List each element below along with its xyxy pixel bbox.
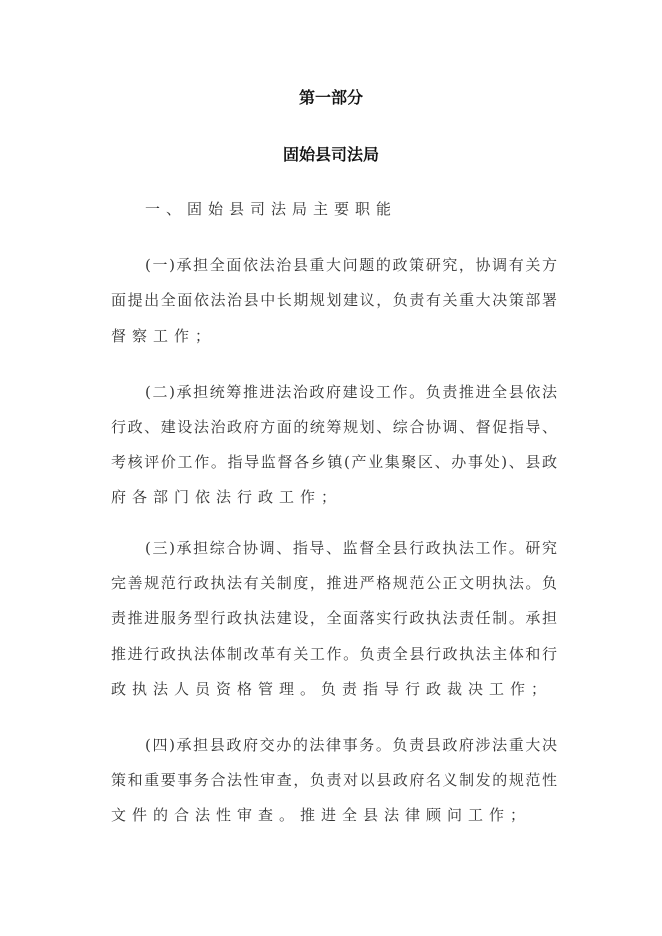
paragraph-line: 面提出全面依法治县中长期规划建议，负责有关重大决策部署 (111, 291, 557, 309)
paragraph-line: 完善规范行政执法有关制度，推进严格规范公正文明执法。负 (111, 574, 557, 592)
paragraph-line: 责推进服务型行政执法建设，全面落实行政执法责任制。承担 (111, 609, 557, 627)
paragraph-line: (四)承担县政府交办的法律事务。负责县政府涉法重大决 (145, 736, 557, 754)
part-title: 第一部分 (298, 88, 363, 107)
section-heading: 一、固始县司法局主要职能 (145, 200, 398, 218)
paragraph-line: 考核评价工作。指导监督各乡镇(产业集聚区、办事处)、县政 (111, 453, 557, 471)
paragraph-line: (三)承担综合协调、指导、监督全县行政执法工作。研究 (145, 539, 557, 557)
paragraph-line: (一)承担全面依法治县重大问题的政策研究，协调有关方 (145, 256, 557, 274)
paragraph-line: (二)承担统筹推进法治政府建设工作。负责推进全县依法 (145, 383, 557, 401)
paragraph-line: 策和重要事务合法性审查，负责对以县政府名义制发的规范性 (111, 771, 557, 789)
paragraph-line: 推进行政执法体制改革有关工作。负责全县行政执法主体和行 (111, 645, 557, 663)
paragraph-line: 府各部门依法行政工作； (111, 488, 343, 506)
org-title: 固始县司法局 (282, 145, 379, 164)
paragraph-line: 行政、建设法治政府方面的统筹规划、综合协调、督促指导、 (111, 418, 557, 436)
paragraph-line: 政执法人员资格管理。负责指导行政裁决工作； (111, 680, 553, 698)
paragraph-line: 文件的合法性审查。推进全县法律顾问工作； (111, 806, 532, 824)
paragraph-line: 督察工作； (111, 327, 217, 345)
